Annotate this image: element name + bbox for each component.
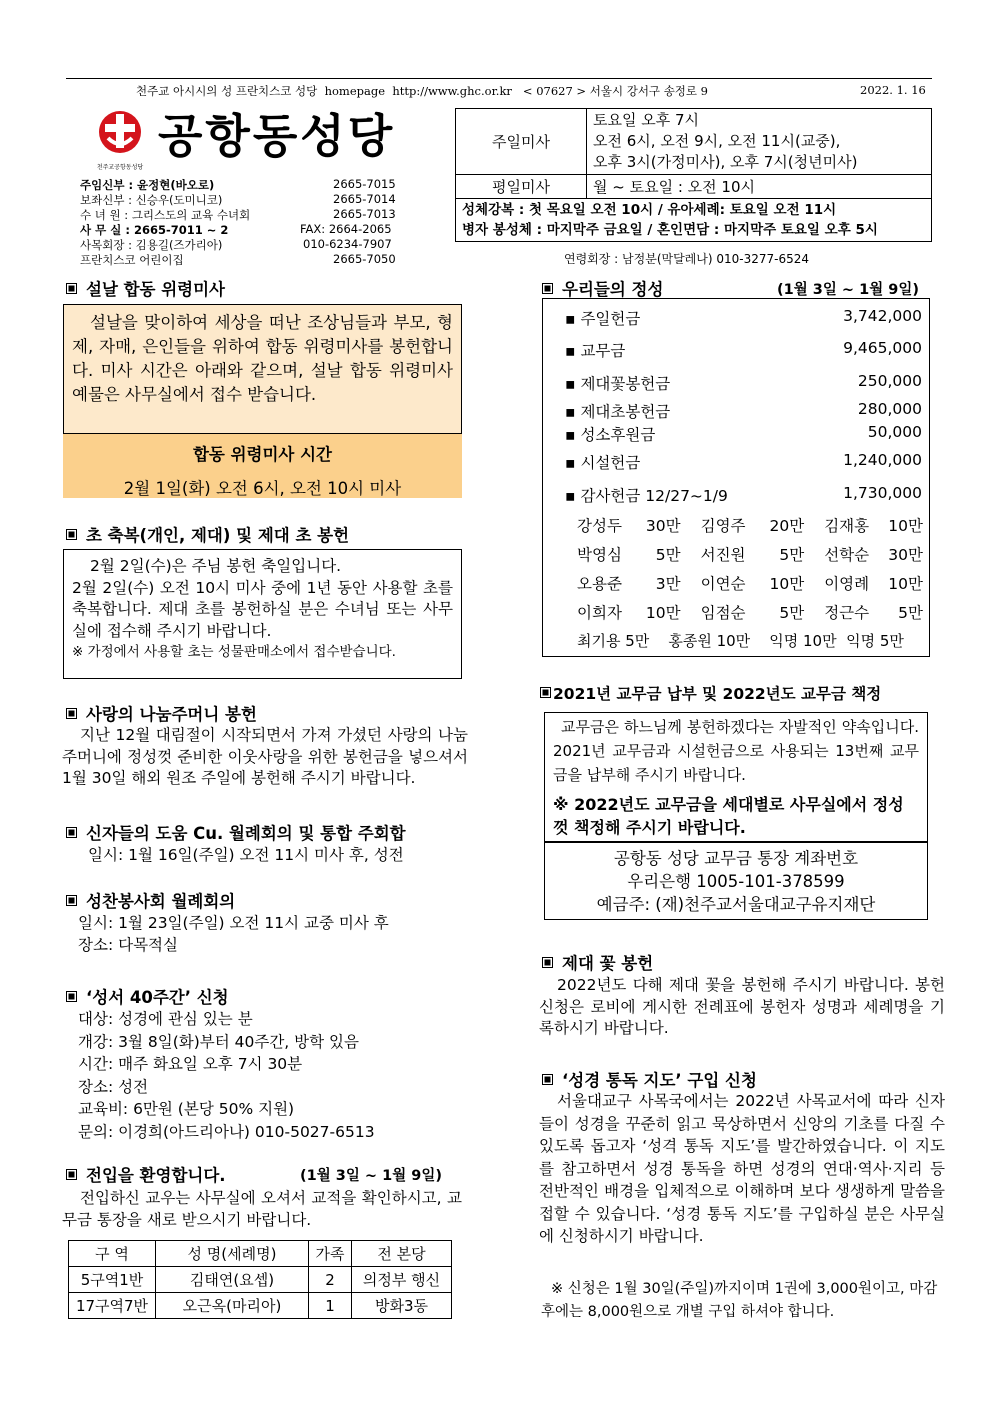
offering-value: 50,000	[867, 423, 922, 441]
offering-value: 1,730,000	[843, 484, 922, 502]
section-bullet-icon	[542, 1074, 553, 1085]
section-bullet-icon	[542, 283, 553, 294]
account-holder: 예금주: (재)천주교서울대교구유지재단	[596, 895, 876, 914]
offering-value: 280,000	[857, 400, 922, 418]
section-title: 신자들의 도움 Cu. 월례회의 및 통합 주회합	[86, 824, 406, 843]
table-cell: 2	[309, 1267, 352, 1293]
table-cell: 의정부 행신	[352, 1267, 452, 1293]
section-seollal-title	[66, 276, 225, 300]
table-cell: 10만	[769, 574, 805, 593]
section-bullet-icon	[66, 991, 77, 1002]
table-row	[69, 1267, 452, 1293]
table-cell: 김재홍	[824, 516, 870, 535]
sunday-mass-line: 오전 6시, 오전 9시, 오전 11시(교중),	[593, 132, 841, 150]
section-welcome-title	[66, 1162, 226, 1186]
welcome-body: 전입하신 교우는 사무실에 오셔서 교적을 확인하시고, 교무금 통장을 새로 받으시기 바랍니다.	[62, 1189, 462, 1229]
section-bullet-icon	[542, 957, 553, 968]
flower-body: 2022년도 다해 제대 꽃을 봉헌해 주시기 바랍니다. 봉헌 신청은 로비에 게시한 전례표에 봉헌자 성명과 세례명을 기록하시기 바랍니다.	[539, 976, 945, 1037]
section-title: ‘성경 통독 지도’ 구입 신청	[562, 1071, 757, 1090]
staff-name: 사 무 실 : 2665-7011 ~ 2	[80, 223, 229, 237]
seongchan-line: 일시: 1월 23일(주일) 오전 11시 교중 미사 후	[78, 914, 389, 932]
seollal-time-title: 합동 위령미사 시간	[192, 445, 332, 464]
section-title: 전입을 환영합니다.	[86, 1166, 226, 1185]
table-cell: 30만	[645, 516, 681, 535]
table-cell: 17구역7반	[69, 1293, 156, 1319]
staff-phone: 2665-7050	[333, 252, 396, 266]
header-divider	[66, 78, 932, 79]
gyomu-note: ※ 2022년도 교무금을 세대별로 사무실에서 정성껏 책정해 주시기 바랍니다.	[553, 795, 904, 837]
parish-title: 공항동성당	[158, 109, 396, 163]
section-title: 성찬봉사회 월례회의	[86, 892, 236, 911]
seollal-time-box	[63, 433, 462, 498]
sunday-mass-times	[587, 109, 932, 175]
staff-phone: FAX: 2664-2065	[300, 222, 392, 236]
bible40-line: 대상: 성경에 관심 있는 분	[78, 1010, 253, 1028]
table-cell: 이희자	[577, 603, 622, 622]
section-bullet-icon	[66, 827, 77, 838]
logo-caption: 천주교공항동성당	[96, 164, 144, 171]
offering-label: 감사헌금 12/27~1/9	[580, 487, 728, 505]
offering-row: ▪ 제대초봉헌금 280,000	[565, 400, 922, 421]
table-cell: 10만	[645, 603, 681, 622]
table-header: 가족	[309, 1241, 352, 1267]
section-bullet-icon	[66, 708, 77, 719]
table-cell: 10만	[888, 574, 923, 593]
staff-phone: 2665-7013	[333, 207, 396, 221]
offering-row: ▪ 제대꽃봉헌금 250,000	[565, 372, 922, 393]
table-cell: 박영심	[577, 545, 622, 564]
table-cell: 이영례	[824, 574, 870, 593]
offering-label: 제대초봉헌금	[580, 403, 671, 421]
section-bullet-icon	[66, 1169, 77, 1180]
table-row	[577, 510, 923, 539]
table-row	[577, 597, 923, 626]
table-header-row	[69, 1241, 452, 1267]
section-title: ‘성서 40주간’ 신청	[86, 988, 229, 1007]
staff-name: 수 녀 원 : 그리스도의 교육 수녀회	[80, 208, 251, 222]
bible40-line: 장소: 성전	[78, 1077, 149, 1096]
section-bullet-icon	[540, 687, 551, 698]
table-header: 구 역	[69, 1241, 156, 1267]
table-header: 성 명(세례명)	[156, 1241, 309, 1267]
table-row	[69, 1293, 452, 1319]
table-cell: 1	[309, 1293, 352, 1319]
table-cell: 정근수	[824, 603, 870, 622]
welcome-table	[68, 1240, 452, 1319]
section-title: 2021년 교무금 납부 및 2022년도 교무금 책정	[553, 685, 882, 703]
table-cell: 오용준	[577, 574, 622, 593]
candle-box	[63, 549, 462, 679]
offering-row: ▪ 감사헌금 12/27~1/9 1,730,000	[565, 484, 922, 505]
section-title: 우리들의 정성	[562, 280, 664, 299]
offering-label: 주일헌금	[580, 310, 641, 328]
staff-name: 사목회장 : 김용길(즈가리아)	[80, 238, 223, 252]
cu-line: 일시: 1월 16일(주일) 오전 11시 미사 후, 성전	[88, 846, 404, 864]
weekday-mass-time: 월 ~ 토요일 : 오전 10시	[587, 175, 932, 199]
candle-note: ※ 가정에서 사용할 초는 성물판매소에서 접수받습니다.	[72, 644, 396, 660]
table-cell: 10만	[888, 516, 923, 535]
header-address: < 07627 > 서울시 강서구 송정로 9	[522, 84, 708, 98]
table-row	[577, 568, 923, 597]
table-cell: 임점순	[700, 603, 746, 622]
bible40-info	[78, 1008, 375, 1143]
seongchan-line: 장소: 다목적실	[78, 935, 178, 954]
seongchan-info	[78, 913, 389, 956]
thanks-last-line: 최기용 5만 홍종원 10만 익명 10만 익명 5만	[577, 632, 904, 650]
section-gyomu-title	[540, 682, 881, 704]
offering-row: ▪ 주일헌금 3,742,000	[565, 307, 922, 328]
header-homepage-label: homepage	[324, 84, 386, 98]
table-cell: 5만	[779, 545, 805, 564]
table-cell: 방화3동	[352, 1293, 452, 1319]
table-cell: 김태연(요셉)	[156, 1267, 309, 1293]
gyomu-body: 교무금은 하느님께 봉헌하겠다는 자발적인 약속입니다. 2021년 교무금과 시설헌금으로 사용되는 13번째 교무금을 납부해 주시기 바랍니다.	[553, 718, 919, 784]
seollal-box	[63, 304, 462, 497]
parish-logo	[96, 110, 144, 171]
section-biblemap-title	[542, 1067, 757, 1091]
seollal-time-value: 2월 1일(화) 오전 6시, 오전 10시 미사	[123, 479, 402, 498]
table-cell: 5만	[779, 603, 805, 622]
account-box	[544, 842, 928, 920]
sunday-mass-label: 주일미사	[456, 109, 587, 175]
offering-row: ▪ 성소후원금 50,000	[565, 423, 922, 444]
offering-label: 제대꽃봉헌금	[580, 375, 671, 393]
staff-name: 주임신부 : 윤정현(바오로)	[80, 178, 215, 192]
bible40-line: 개강: 3월 8일(화)부터 40주간, 방학 있음	[78, 1032, 359, 1051]
header-date: 2022. 1. 16	[860, 83, 926, 97]
yeonryeong-contact: 연령회장 : 남정분(막달레나) 010-3277-6524	[564, 252, 810, 266]
table-cell: 서진원	[700, 545, 746, 564]
offering-label: 시설헌금	[580, 454, 641, 472]
sunday-mass-line: 오후 3시(가정미사), 오후 7시(청년미사)	[593, 153, 858, 171]
table-cell: 3만	[655, 574, 681, 593]
section-bullet-icon	[66, 529, 77, 540]
offering-value: 250,000	[857, 372, 922, 390]
staff-phone: 010-6234-7907	[303, 237, 392, 251]
section-title: 초 축복(개인, 제대) 및 제대 초 봉헌	[86, 526, 350, 545]
staff-name: 프란치스코 어린이집	[80, 253, 184, 267]
section-cu-title	[66, 820, 406, 844]
thanks-table	[577, 510, 923, 626]
mass-schedule	[455, 108, 932, 242]
table-row	[577, 539, 923, 568]
table-cell: 30만	[888, 545, 923, 564]
account-number: 우리은행 1005-101-378599	[627, 872, 845, 891]
table-cell: 5만	[898, 603, 923, 622]
staff-phone: 2665-7015	[333, 177, 396, 191]
seollal-body: 설날을 맞이하여 세상을 떠난 조상님들과 부모, 형제, 자매, 은인들을 위하여 합동 위령미사를 봉헌합니다. 미사 시간은 아래와 같으며, 설날 합동 위령미사예물은 사무실에서 접수 받습니다.	[72, 313, 453, 404]
table-cell: 선학순	[824, 545, 870, 564]
table-cell: 강성두	[577, 516, 622, 535]
offering-label: 교무금	[580, 342, 626, 360]
offering-row: ▪ 교무금 9,465,000	[565, 339, 922, 360]
sharing-body: 지난 12월 대림절이 시작되면서 가져 가셨던 사랑의 나눔주머니에 정성껏 준비한 이웃사랑을 위한 봉헌금을 넣으셔서 1월 30일 해외 원조 주일에 봉헌해 주시기 바랍니다.	[62, 726, 468, 787]
table-cell: 5만	[655, 545, 681, 564]
offering-value: 3,742,000	[843, 307, 922, 325]
account-title: 공항동 성당 교무금 통장 계좌번호	[613, 849, 859, 868]
table-header: 전 본당	[352, 1241, 452, 1267]
bible40-line: 시간: 매주 화요일 오후 7시 30분	[78, 1055, 303, 1073]
table-cell: 5구역1반	[69, 1267, 156, 1293]
table-cell: 이연순	[700, 574, 746, 593]
table-cell: 오근옥(마리아)	[156, 1293, 309, 1319]
table-cell: 20만	[769, 516, 805, 535]
offering-value: 1,240,000	[843, 451, 922, 469]
biblemap-note: ※ 신청은 1월 30일(주일)까지이며 1권에 3,000원이고, 마감 후에는 8,000원으로 개별 구입 하셔야 합니다.	[541, 1281, 938, 1320]
bible40-line: 문의: 이경희(아드리아나) 010-5027-6513	[78, 1122, 375, 1141]
candle-line1: 2월 2일(수)은 주님 봉헌 축일입니다.	[90, 557, 342, 575]
candle-body: 2월 2일(수) 오전 10시 미사 중에 1년 동안 사용할 초를 축복합니다. 제대 초를 봉헌하실 분은 수녀님 또는 사무실에 접수해 주시기 바랍니다.	[72, 578, 453, 640]
mass-notes	[456, 199, 932, 242]
offering-box	[542, 298, 930, 657]
sunday-mass-line: 토요일 오후 7시	[593, 111, 700, 129]
section-title: 설날 합동 위령미사	[86, 280, 226, 299]
header-church: 천주교 아시시의 성 프란치스코 성당	[136, 84, 318, 98]
section-title: 사랑의 나눔주머니 봉헌	[86, 705, 257, 724]
table-cell: 김영주	[700, 516, 746, 535]
weekday-mass-label: 평일미사	[456, 175, 587, 199]
section-seongchan-title	[66, 888, 235, 912]
offering-row: ▪ 시설헌금 1,240,000	[565, 451, 922, 472]
biblemap-body: 서울대교구 사목국에서는 2022년 사목교서에 따라 신자들이 성경을 꾸준히 읽고 묵상하면서 신앙의 기초를 다질 수 있도록 돕고자 ‘성격 통독 지도’를 발간하였습니다. 이 지도를 참고하면서 성경 통독을 하면 성경의 연대‧역사‧지리 등 전반적인 배경을 입체적으로 이해하며 보다 생생하게 말씀을 접할 수 있습니다. ‘성경 통독 지도’를 구입하실 분은 사무실에 신청하시기 바랍니다.	[539, 1092, 945, 1245]
section-candle-title	[66, 522, 349, 546]
gyomu-box	[544, 712, 928, 842]
section-title: 제대 꽃 봉헌	[562, 954, 654, 973]
mass-note: 성체강복 : 첫 목요일 오전 10시 / 유아세례: 토요일 오전 11시	[462, 202, 837, 218]
section-bullet-icon	[66, 895, 77, 906]
offering-value: 9,465,000	[843, 339, 922, 357]
offering-period: (1월 3일 ~ 1월 9일)	[777, 282, 919, 298]
section-sharing-title	[66, 701, 257, 725]
section-bullet-icon	[66, 283, 77, 294]
mass-note: 병자 봉성체 : 마지막주 금요일 / 혼인면담 : 마지막주 토요일 오후 5시	[462, 222, 878, 238]
header-line	[136, 83, 708, 99]
header-url[interactable]: http://www.ghc.or.kr	[392, 84, 512, 98]
staff-phone: 2665-7014	[333, 192, 396, 206]
section-bible40-title	[66, 984, 229, 1008]
offering-label: 성소후원금	[580, 426, 656, 444]
section-flower-title	[542, 950, 653, 974]
section-offering-title	[542, 276, 663, 300]
bible40-line: 교육비: 6만원 (본당 50% 지원)	[78, 1100, 295, 1118]
staff-name: 보좌신부 : 신승우(도미니코)	[80, 193, 223, 207]
staff-list	[80, 177, 410, 269]
logo-icon	[96, 110, 144, 162]
welcome-period: (1월 3일 ~ 1월 9일)	[300, 1168, 442, 1184]
